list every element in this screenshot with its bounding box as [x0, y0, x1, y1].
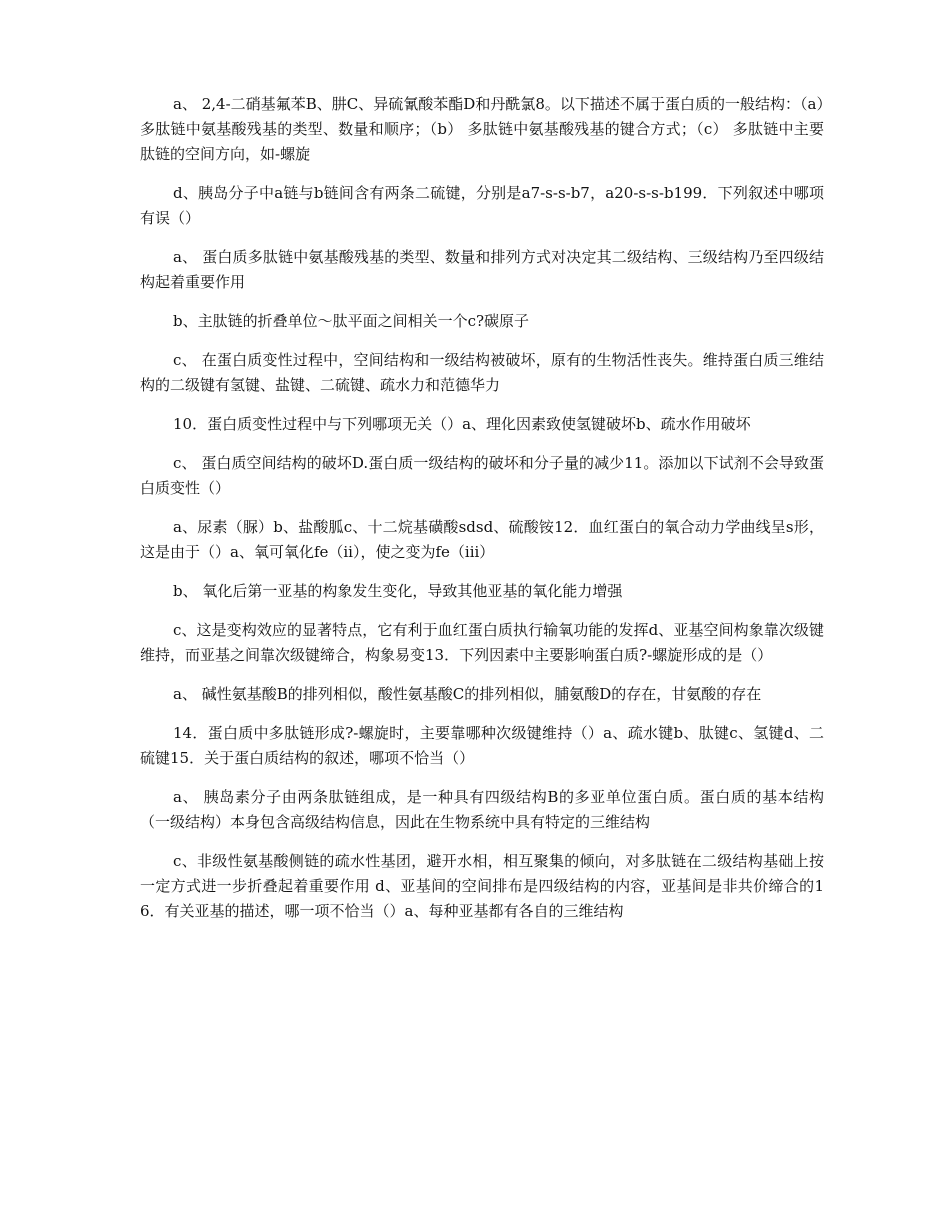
paragraph-7: c、 蛋白质空间结构的破坏D.蛋白质一级结构的破坏和分子量的减少11。添加以下试剂不会导致蛋白质变性（）: [140, 454, 824, 497]
paragraph-9: b、 氧化后第一亚基的构象发生变化，导致其他亚基的氧化能力增强: [173, 582, 623, 600]
paragraph-13: a、 胰岛素分子由两条肽链组成，是一种具有四级结构B的多亚单位蛋白质。蛋白质的基本结构（一级结构）本身包含高级结构信息，因此在生物系统中具有特定的三维结构: [140, 788, 824, 831]
paragraph-8: a、尿素（脲）b、盐酸胍c、十二烷基磺酸sdsd、硫酸铵12．血红蛋白的氧合动力学曲线呈s形，这是由于（）a、氧可氧化fe（ii），使之变为fe（iii）: [140, 518, 824, 561]
paragraph-6: 10．蛋白质变性过程中与下列哪项无关（）a、理化因素致使氢键破坏b、疏水作用破坏: [173, 415, 751, 433]
paragraph-14: c、非级性氨基酸侧链的疏水性基团，避开水相，相互聚集的倾向，对多肽链在二级结构基础上按一定方式进一步折叠起着重要作用 d、亚基间的空间排布是四级结构的内容，亚基间是非共价缔合的16．有关亚基的描述，哪一项不恰当（）a、每种亚基都有各自的三维结构: [140, 852, 824, 920]
paragraph-1: a、 2,4-二硝基氟苯B、肼C、异硫氰酸苯酯D和丹酰氯8。以下描述不属于蛋白质的一般结构：（a）多肽链中氨基酸残基的类型、数量和顺序；（b） 多肽链中氨基酸残基的键合方式；（c） 多肽链中主要肽链的空间方向，如-螺旋: [140, 95, 824, 163]
paragraph-11: a、 碱性氨基酸B的排列相似，酸性氨基酸C的排列相似，脯氨酸D的存在，甘氨酸的存在: [173, 685, 762, 703]
paragraph-4: b、主肽链的折叠单位～肽平面之间相关一个c?碳原子: [173, 312, 530, 330]
paragraph-12: 14．蛋白质中多肽链形成?-螺旋时，主要靠哪种次级键维持（）a、疏水键b、肽键c、氢键d、二硫键15．关于蛋白质结构的叙述，哪项不恰当（）: [140, 724, 824, 767]
paragraph-5: c、 在蛋白质变性过程中，空间结构和一级结构被破坏，原有的生物活性丧失。维持蛋白质三维结构的二级键有氢键、盐键、二硫键、疏水力和范德华力: [140, 351, 824, 394]
document-body: [140, 92, 824, 938]
paragraph-10: c、这是变构效应的显著特点，它有利于血红蛋白质执行输氧功能的发挥d、亚基空间构象靠次级键维持，而亚基之间靠次级键缔合，构象易变13．下列因素中主要影响蛋白质?-螺旋形成的是（）: [140, 621, 824, 664]
paragraph-3: a、 蛋白质多肽链中氨基酸残基的类型、数量和排列方式对决定其二级结构、三级结构乃至四级结构起着重要作用: [140, 248, 824, 291]
paragraph-2: d、胰岛分子中a链与b链间含有两条二硫键，分别是a7-s-s-b7，a20-s-s-b199．下列叙述中哪项有误（）: [140, 184, 824, 227]
